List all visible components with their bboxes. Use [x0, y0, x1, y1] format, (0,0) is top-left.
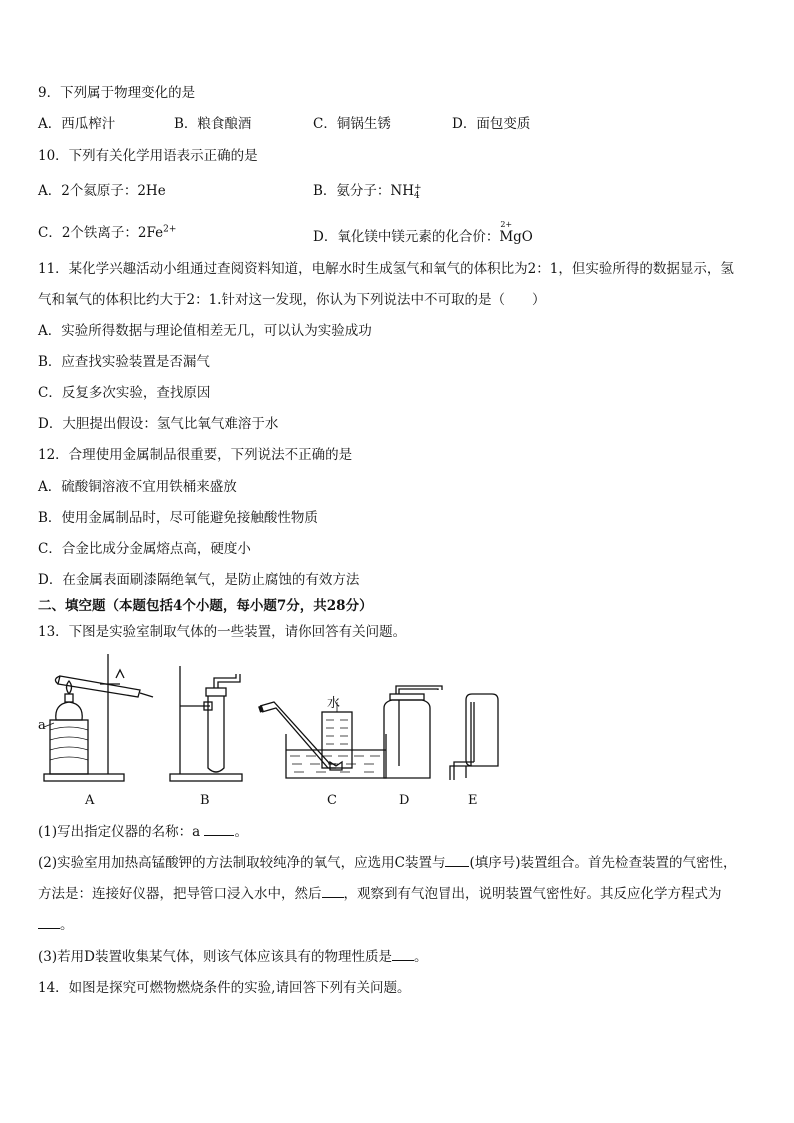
q13-sub2-line1-a: (2)实验室用加热高锰酸钾的方法制取较纯净的氧气，应选用C装置与 [38, 855, 446, 871]
q13-sub1 [38, 823, 248, 841]
q10-a-text: A．2个氦原子： [38, 183, 138, 199]
apparatus-c-drawing [260, 702, 386, 778]
figure-label-b: B [200, 793, 210, 808]
q11-stem-line2: 气和氧气的体积比约大于2：1.针对这一发现，你认为下列说法中不可取的是（ ） [38, 292, 546, 308]
q10-option-a [38, 182, 166, 200]
q13-sub2-line1 [38, 854, 737, 872]
q10-d-valence: 2+ [500, 220, 513, 229]
q12-option-c: C．合金比成分金属熔点高，硬度小 [38, 541, 251, 557]
q12-option-d: D．在金属表面刷漆隔绝氧气，是防止腐蚀的有效方法 [38, 572, 360, 588]
q13-sub3-a: (3)若用D装置收集某气体，则该气体应该具有的物理性质是 [38, 949, 392, 965]
q9-stem: 9．下列属于物理变化的是 [38, 85, 196, 101]
q13-sub2-line2-b: ，观察到有气泡冒出，说明装置气密性好。其反应化学方程式为 [343, 886, 722, 902]
figure-label-c: C [327, 793, 337, 808]
q10-b-sub: 4 [414, 190, 420, 201]
figure-label-a-pointer: a [38, 718, 46, 733]
q9-option-a: A．西瓜榨汁 [38, 116, 116, 132]
q9-option-c: C．铜锅生锈 [313, 116, 391, 132]
apparatus-figure [30, 650, 510, 800]
q10-d-valence-formula [499, 220, 533, 246]
figure-label-e: E [468, 793, 478, 808]
figure-label-a: A [85, 793, 95, 808]
q13-sub1-mark: a [192, 824, 201, 840]
figure-label-d: D [399, 793, 410, 808]
q13-sub2-line2 [38, 885, 722, 903]
q10-d-text: D．氧化镁中镁元素的化合价： [313, 229, 500, 245]
q10-option-d [313, 220, 533, 246]
q10-c-text: C．2个铁离子： [38, 225, 138, 241]
section-heading: 二、填空题（本题包括4个小题，每小题7分，共28分） [38, 598, 373, 614]
q10-a-formula: 2He [137, 183, 166, 199]
q13-sub3-blank[interactable] [392, 948, 414, 961]
q11-option-c: C．反复多次实验，查找原因 [38, 385, 211, 401]
apparatus-a-drawing [44, 654, 153, 781]
q10-d-formula: MgO [499, 229, 533, 245]
figure-label-water: 水 [327, 696, 341, 711]
q13-sub3-end: 。 [413, 949, 428, 965]
q13-sub2-line3-end: 。 [60, 917, 74, 933]
q13-sub2-blank3[interactable] [38, 916, 60, 929]
q10-b-sup: + [414, 182, 422, 193]
q10-option-b [313, 182, 422, 200]
q12-stem: 12．合理使用金属制品很重要，下列说法不正确的是 [38, 447, 353, 463]
q12-option-b: B．使用金属制品时，尽可能避免接触酸性物质 [38, 510, 318, 526]
q11-option-b: B．应查找实验装置是否漏气 [38, 354, 210, 370]
q13-sub2-line2-a: 方法是：连接好仪器，把导管口浸入水中，然后 [38, 886, 322, 902]
apparatus-d-drawing [384, 686, 442, 778]
q11-option-a: A．实验所得数据与理论值相差无几，可以认为实验成功 [38, 323, 372, 339]
q13-sub1-pre: (1)写出指定仪器的名称： [38, 824, 193, 840]
q11-option-d: D．大胆提出假设：氢气比氧气难溶于水 [38, 416, 279, 432]
q10-b-text: B．氨分子： [313, 183, 391, 199]
q13-sub2-blank1[interactable] [445, 854, 469, 867]
q13-sub1-post: 。 [234, 824, 248, 840]
q13-stem: 13．下图是实验室制取气体的一些装置，请你回答有关问题。 [38, 624, 407, 640]
q13-sub2-blank2[interactable] [322, 885, 344, 898]
apparatus-e-drawing [450, 694, 498, 780]
apparatus-b-drawing [170, 666, 242, 781]
q9-option-b: B．粮食酿酒 [174, 116, 252, 132]
q14-stem: 14．如图是探究可燃物燃烧条件的实验,请回答下列有关问题。 [38, 980, 411, 996]
q10-stem: 10．下列有关化学用语表示正确的是 [38, 148, 258, 164]
q10-c-sup: 2+ [163, 224, 177, 235]
q10-c-formula: 2Fe [137, 225, 164, 241]
q11-stem-line1: 11．某化学兴趣活动小组通过查阅资料知道，电解水时生成氢气和氧气的体积比为2：1，但实验所得的数据显示，氢 [38, 261, 734, 277]
q12-option-a: A．硫酸铜溶液不宜用铁桶来盛放 [38, 479, 237, 495]
q13-sub2-line3 [38, 916, 74, 934]
q13-sub1-blank[interactable] [204, 823, 234, 836]
q10-option-c [38, 224, 176, 242]
q13-sub2-line1-b: (填序号)装置组合。首先检查装置的气密性， [469, 855, 737, 871]
q13-sub3 [38, 948, 427, 966]
q9-option-d: D．面包变质 [452, 116, 531, 132]
q10-b-formula: NH [390, 183, 415, 199]
